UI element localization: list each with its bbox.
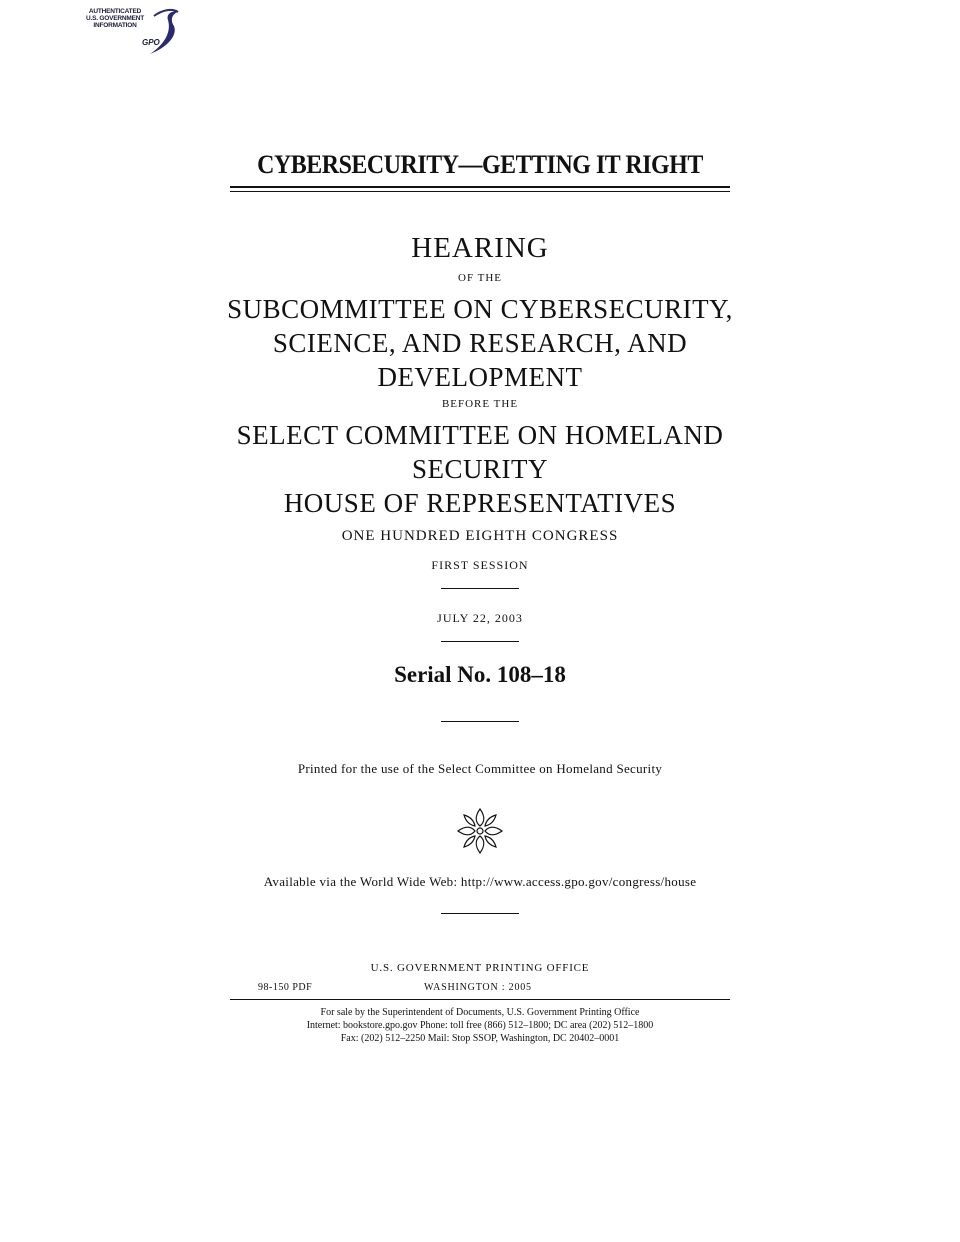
gpo-authentication-seal [70, 6, 182, 58]
serial-number: Serial No. 108–18 [394, 662, 566, 687]
document-number: 98-150 PDF [258, 982, 313, 993]
seal-line-2: U.S. GOVERNMENT [85, 15, 145, 22]
before-the-label: BEFORE THE [441, 398, 519, 410]
sale-info-line-3: Fax: (202) 512–2250 Mail: Stop SSOP, Washington, DC 20402–0001 [340, 1033, 620, 1044]
house-line: HOUSE OF REPRESENTATIVES [283, 488, 677, 518]
hearing-date: JULY 22, 2003 [437, 611, 523, 625]
place-and-year: WASHINGTON : 2005 [424, 982, 532, 993]
rule-after-session [441, 588, 519, 589]
hearing-heading: HEARING [411, 232, 549, 264]
seal-line-1: AUTHENTICATED [88, 8, 142, 15]
subcommittee-line-1: SUBCOMMITTEE ON CYBERSECURITY, [227, 294, 733, 324]
flower-ornament-icon [455, 806, 505, 856]
rule-after-availability [441, 913, 519, 914]
eagle-icon [132, 6, 182, 58]
rule-after-date [441, 641, 519, 642]
printed-for-line: Printed for the use of the Select Committee on Homeland Security [297, 761, 663, 776]
title-double-rule [230, 186, 730, 192]
committee-line-2: SECURITY [411, 454, 548, 484]
committee-line-1: SELECT COMMITTEE ON HOMELAND [236, 420, 724, 450]
rule-after-serial [441, 721, 519, 722]
gpo-mark: GPO [142, 38, 160, 47]
congress-line: ONE HUNDRED EIGHTH CONGRESS [341, 528, 619, 544]
subcommittee-line-3: DEVELOPMENT [377, 362, 583, 392]
printer-name: U.S. GOVERNMENT PRINTING OFFICE [370, 962, 590, 974]
subcommittee-line-2: SCIENCE, AND RESEARCH, AND [272, 328, 688, 358]
session-line: FIRST SESSION [431, 558, 529, 572]
seal-line-3: INFORMATION [93, 22, 137, 29]
sale-info-line-2: Internet: bookstore.gpo.gov Phone: toll free (866) 512–1800; DC area (202) 512–1800 [306, 1020, 654, 1031]
of-the-label: OF THE [458, 272, 502, 284]
sale-info-line-1: For sale by the Superintendent of Documents, U.S. Government Printing Office [320, 1007, 640, 1018]
footer-rule [230, 999, 730, 1000]
document-title: CYBERSECURITY—GETTING IT RIGHT [257, 150, 703, 179]
availability-line: Available via the World Wide Web: http://www.access.gpo.gov/congress/house [263, 874, 697, 889]
